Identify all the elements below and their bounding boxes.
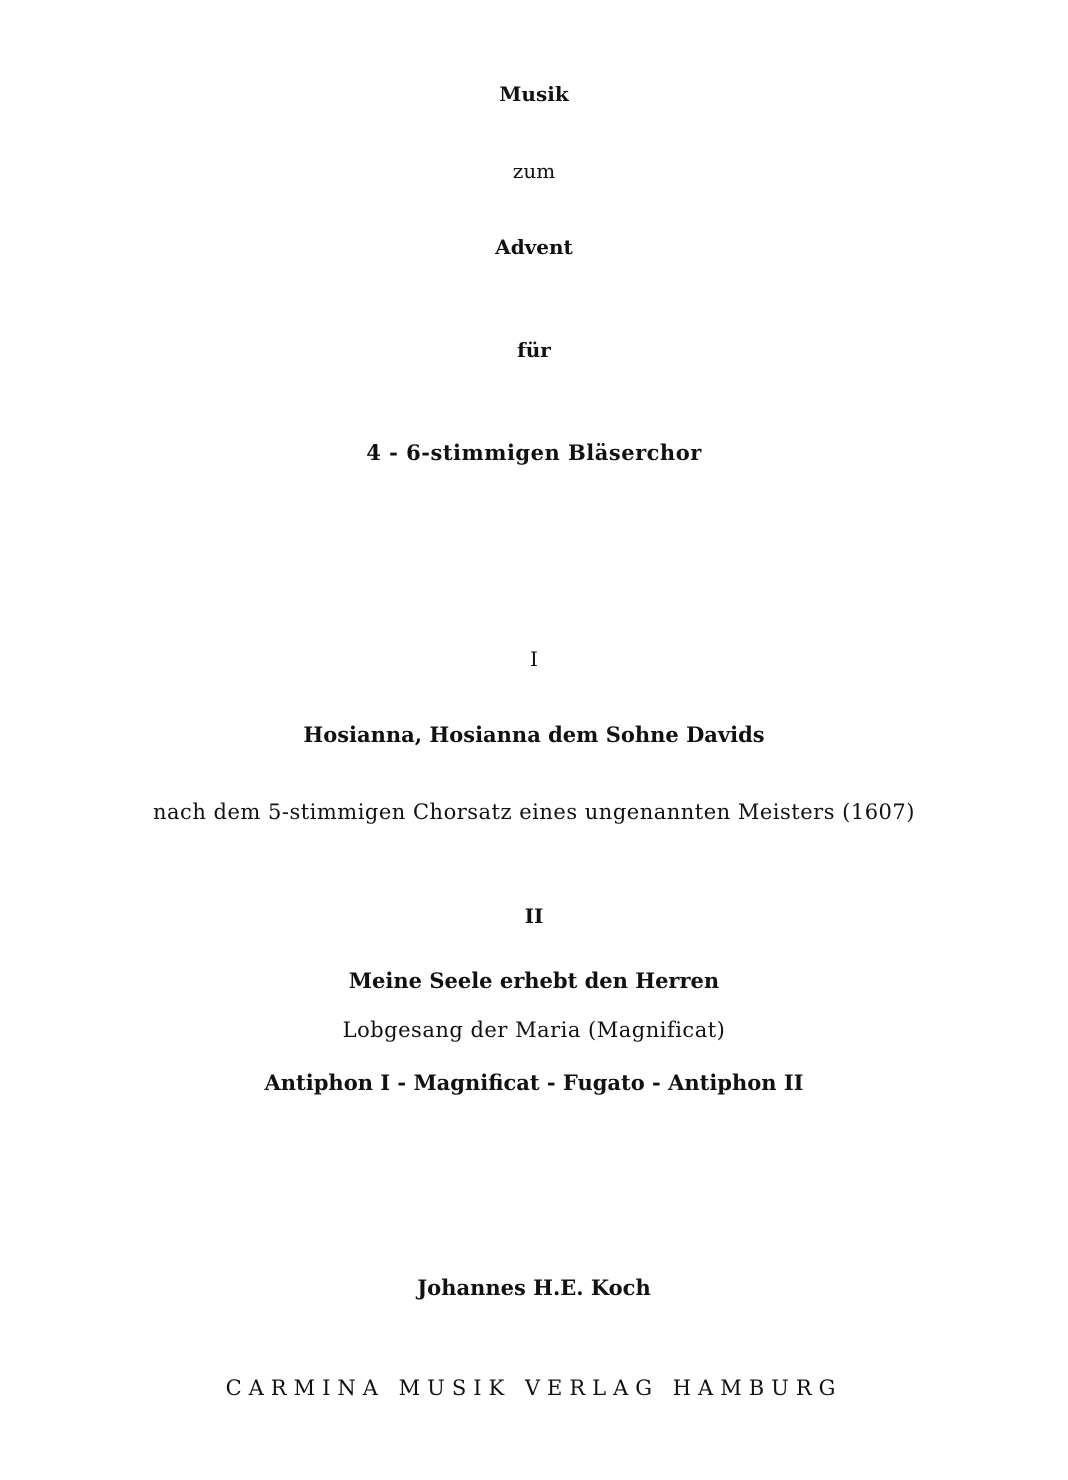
author-name: Johannes H.E. Koch [417,1275,651,1300]
part-two-title: Meine Seele erhebt den Herren [348,968,720,993]
publisher-name: CARMINA MUSIK VERLAG HAMBURG [225,1376,843,1400]
part-one-title: Hosianna, Hosianna dem Sohne Davids [303,722,765,747]
part-two-numeral: II [524,904,544,928]
part-two-subtitle: Lobgesang der Maria (Magnificat) [342,1018,726,1042]
part-one-numeral: I [530,647,538,671]
title-line-ensemble: 4 - 6-stimmigen Bläserchor [366,440,702,465]
title-line-fuer: für [517,338,551,362]
part-one-subtitle: nach dem 5-stimmigen Chorsatz eines ungenannten Meisters (1607) [153,800,915,824]
title-line-musik: Musik [499,82,569,106]
title-line-advent: Advent [495,235,573,259]
part-two-movements: Antiphon I - Magnificat - Fugato - Antiphon II [264,1070,804,1095]
title-line-zum: zum [512,159,556,183]
